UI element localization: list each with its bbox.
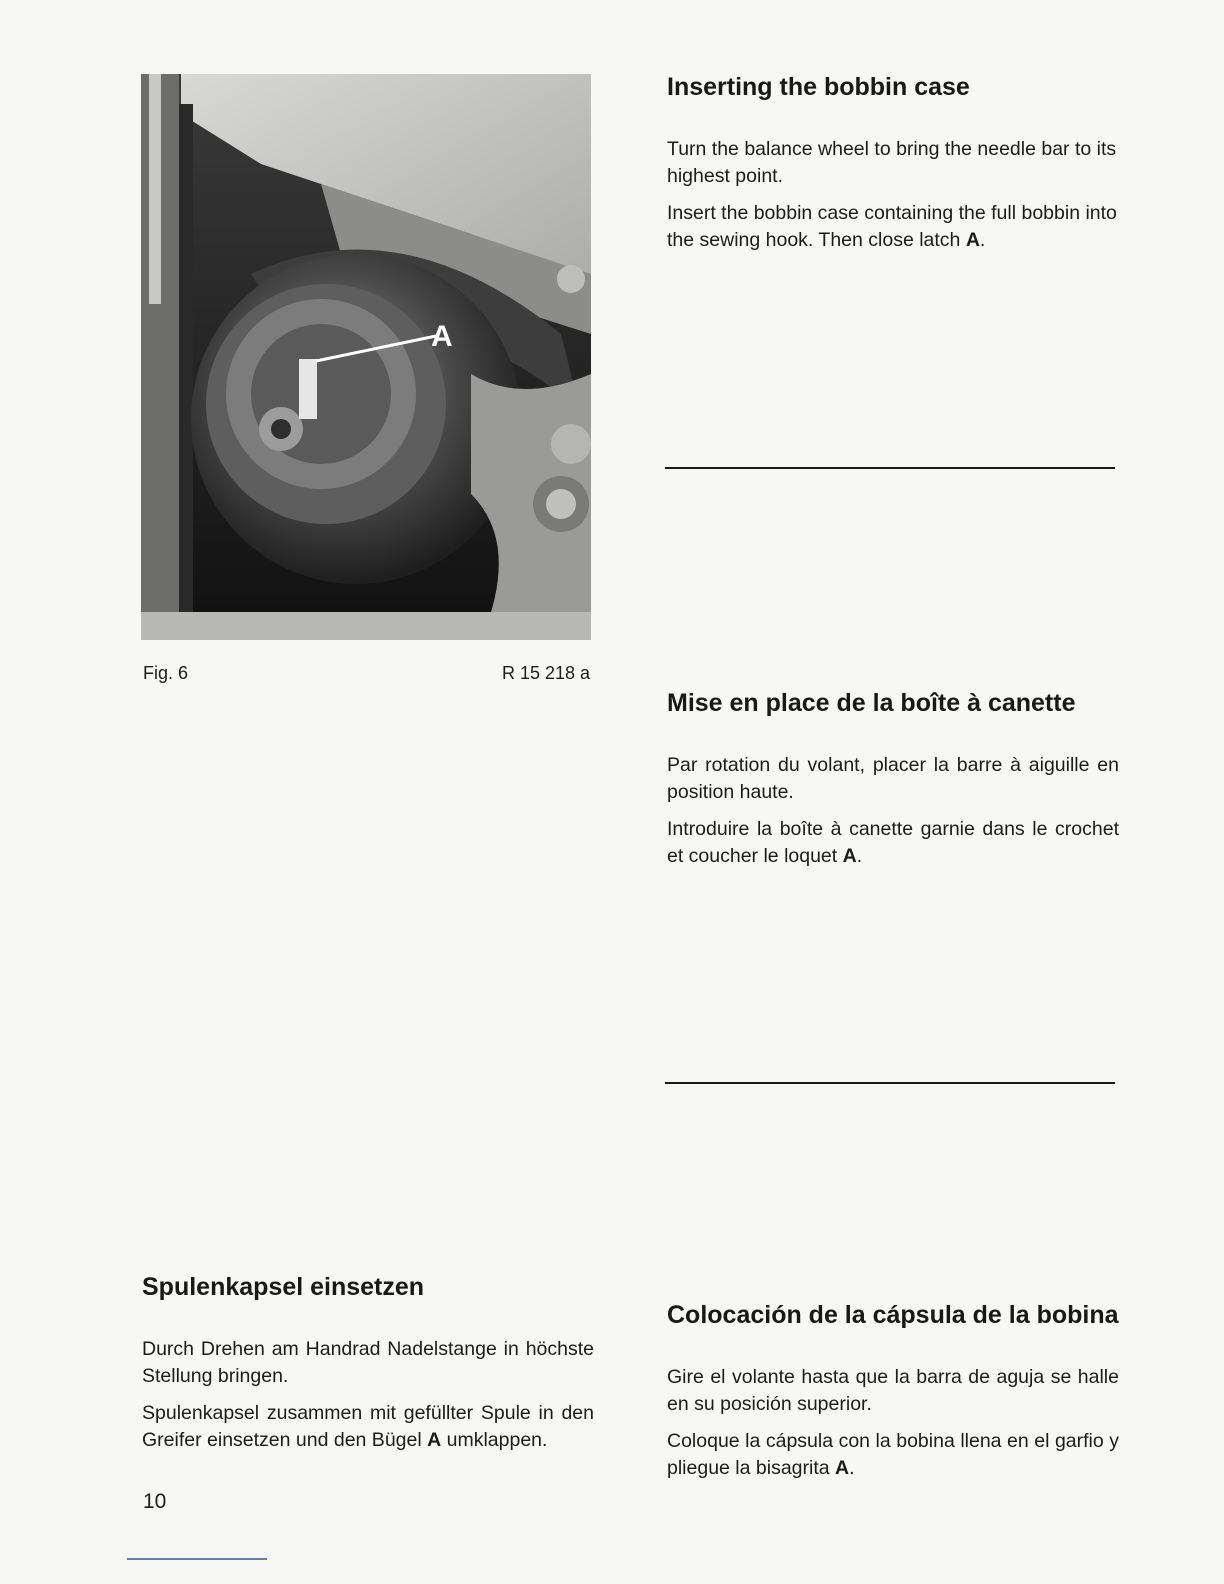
bobbin-case-photo bbox=[141, 74, 591, 640]
english-para-2: Insert the bobbin case containing the full bobbin into the sewing hook. Then close latch A. bbox=[667, 202, 1117, 251]
footer-rule bbox=[127, 1558, 267, 1560]
page-number: 10 bbox=[143, 1490, 167, 1513]
french-section bbox=[667, 688, 1119, 880]
german-para-2: Spulenkapsel zusammen mit gefüllter Spule in den Greifer einsetzen und den Bügel A umklappen. bbox=[142, 1402, 594, 1451]
figure-photo bbox=[141, 74, 591, 640]
english-section bbox=[667, 72, 1119, 264]
english-heading: Inserting the bobbin case bbox=[667, 73, 970, 101]
figure-caption: Fig. 6 bbox=[143, 663, 189, 683]
french-para-2: Introduire la boîte à canette garnie dans le crochet et coucher le loquet A. bbox=[667, 818, 1119, 867]
french-para-1: Par rotation du volant, placer la barre à aiguille en position haute. bbox=[667, 754, 1119, 803]
french-heading: Mise en place de la boîte à canette bbox=[667, 689, 1076, 717]
figure-reference: R 15 218 a bbox=[502, 663, 591, 683]
spanish-para-2: Coloque la cápsula con la bobina llena en el garfio y pliegue la bisagrita A. bbox=[667, 1430, 1119, 1479]
english-para-1: Turn the balance wheel to bring the needle bar to its highest point. bbox=[667, 138, 1117, 187]
callout-label: A bbox=[431, 320, 453, 353]
spanish-heading: Colocación de la cápsula de la bobina bbox=[667, 1301, 1119, 1329]
section-divider bbox=[665, 1082, 1115, 1084]
section-divider bbox=[665, 467, 1115, 469]
german-heading: Spulenkapsel einsetzen bbox=[142, 1273, 425, 1301]
spanish-section bbox=[667, 1300, 1119, 1492]
spanish-para-1: Gire el volante hasta que la barra de aguja se halle en su posición superior. bbox=[667, 1366, 1119, 1415]
german-para-1: Durch Drehen am Handrad Nadelstange in höchste Stellung bringen. bbox=[142, 1338, 594, 1387]
german-section bbox=[142, 1272, 594, 1464]
